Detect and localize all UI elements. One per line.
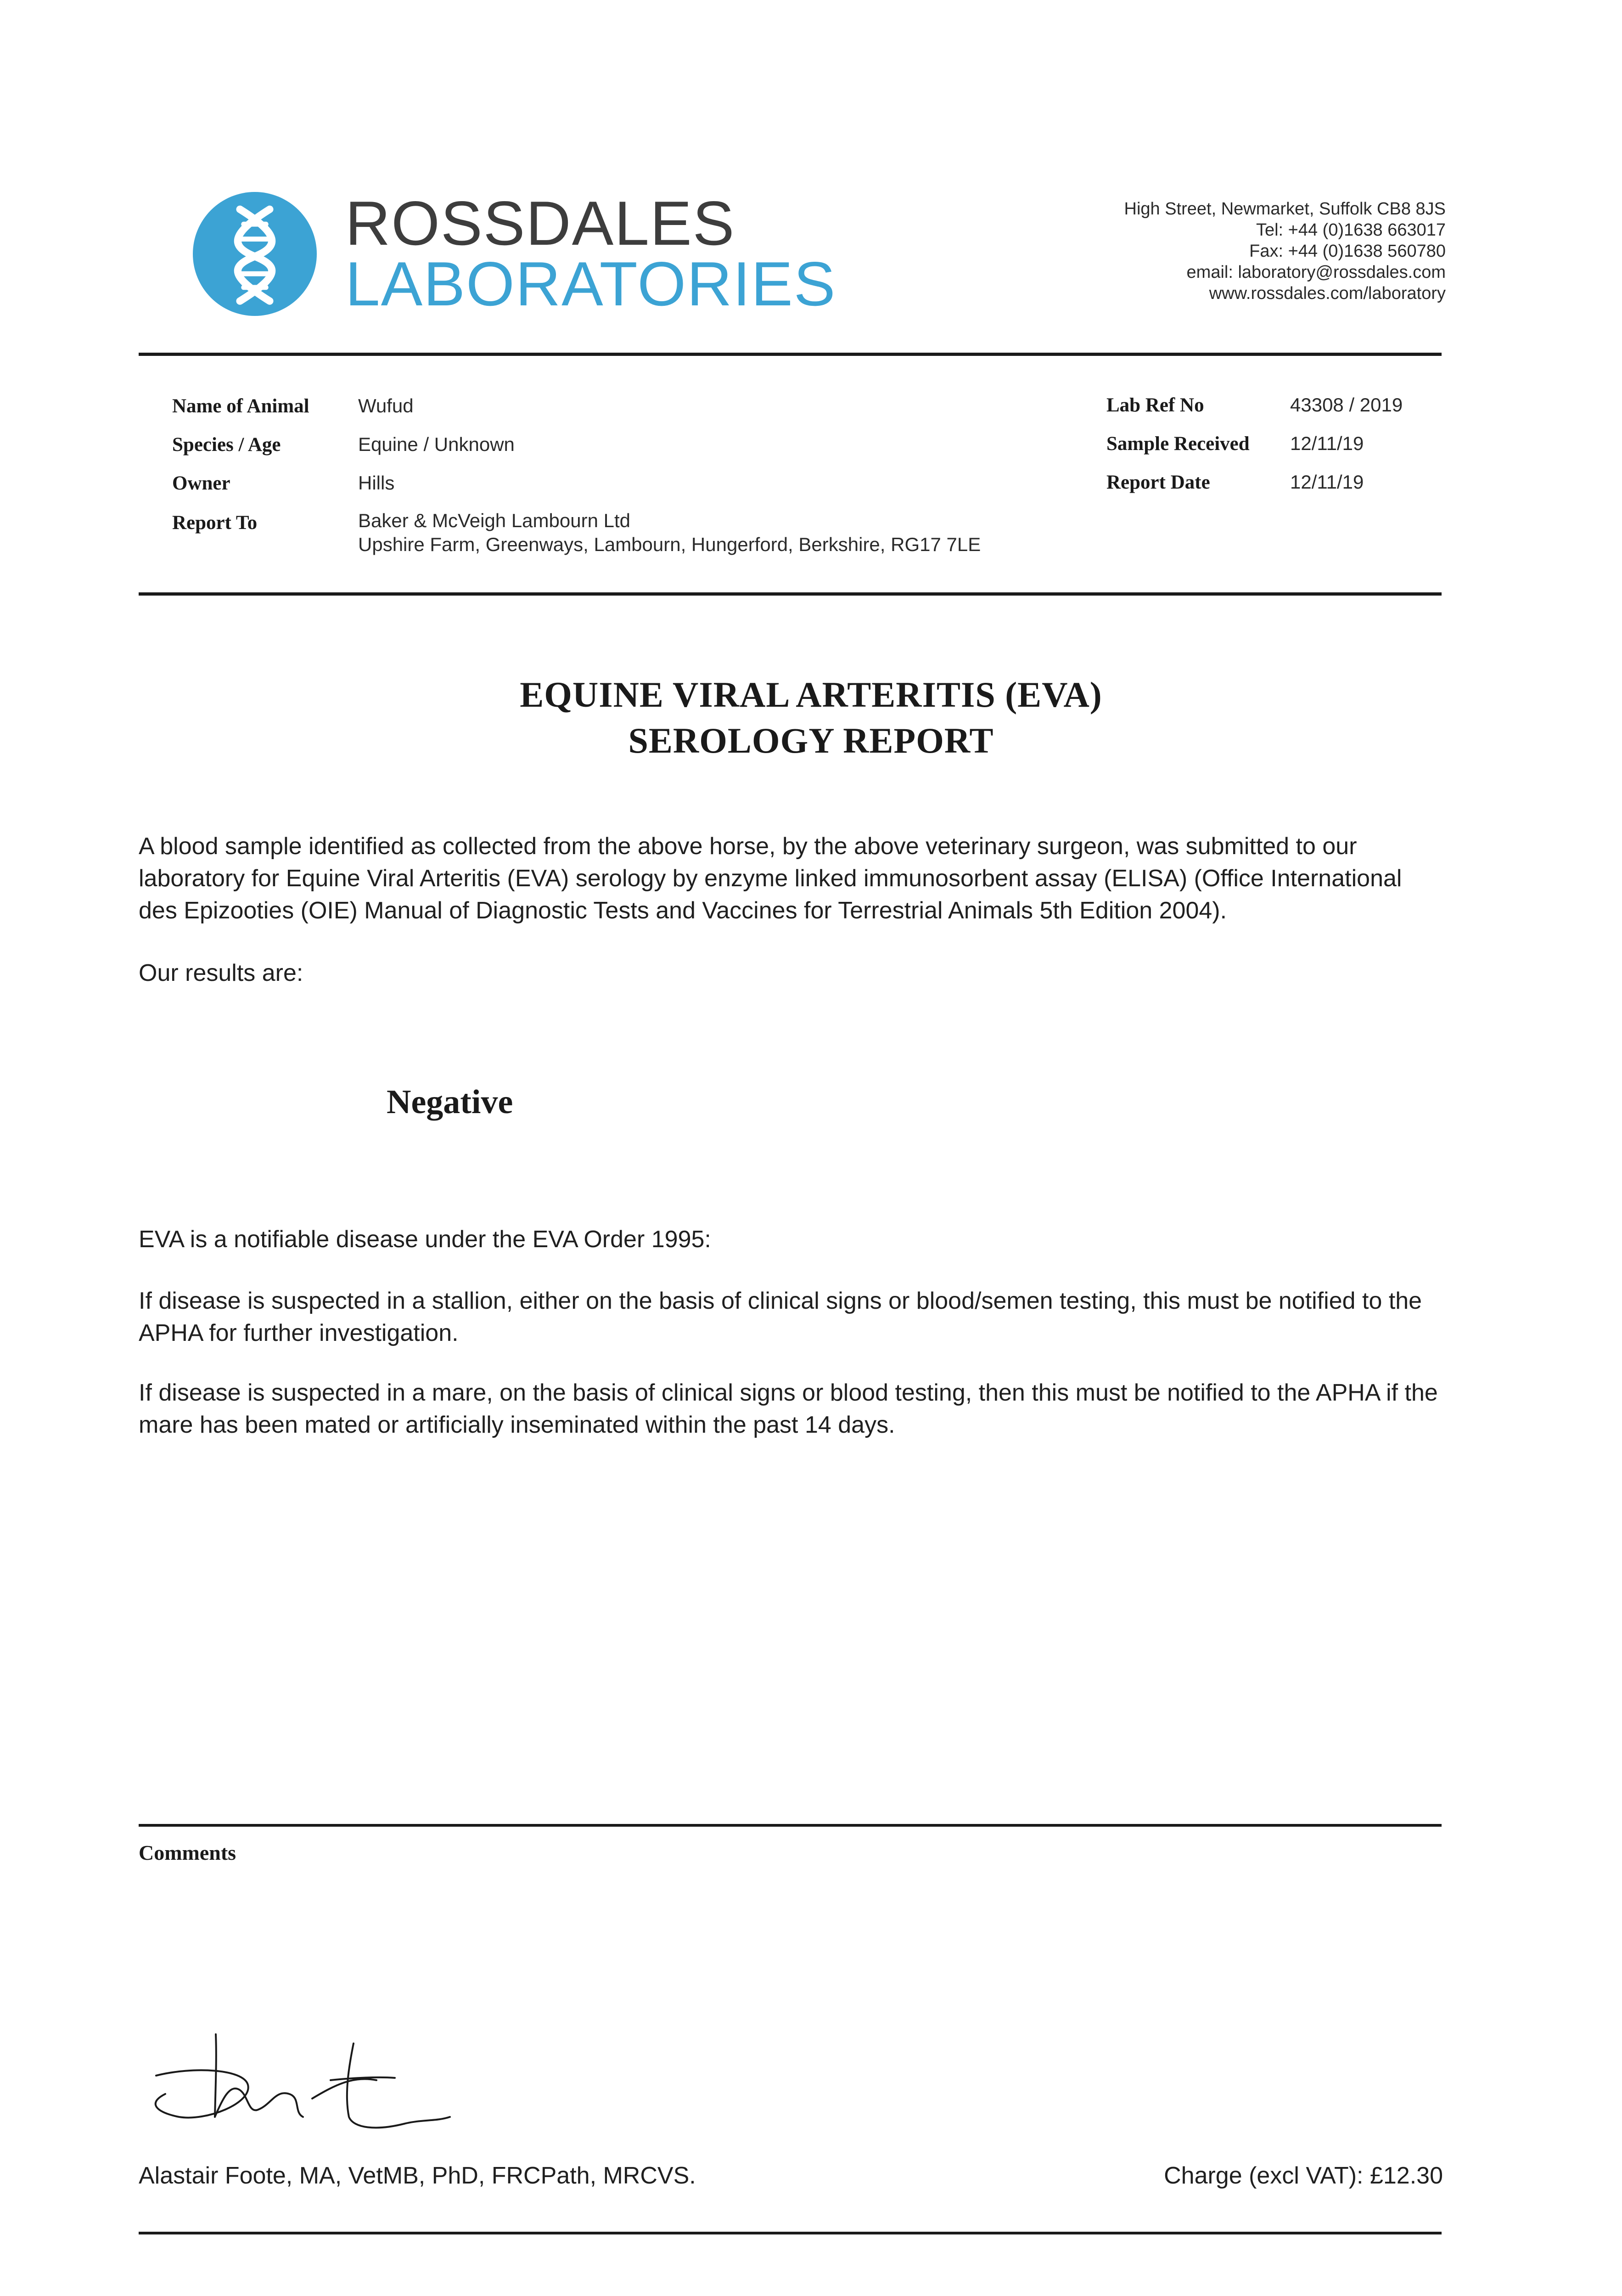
header-divider xyxy=(139,353,1442,356)
comments-divider xyxy=(139,1824,1442,1827)
brand-name-line-1: ROSSDALES xyxy=(345,188,735,258)
sample-received-value: 12/11/19 xyxy=(1290,433,1364,454)
contact-email[interactable]: email: laboratory@rossdales.com xyxy=(1186,263,1446,282)
dna-helix-icon xyxy=(193,192,317,316)
lab-ref-value: 43308 / 2019 xyxy=(1290,394,1403,416)
name-of-animal-label: Name of Animal xyxy=(172,395,309,417)
mare-note: If disease is suspected in a mare, on the basis of clinical signs or blood testing, then this must be notified to the APHA if the mare has been mated or artificially inseminated within the past 14 days. xyxy=(139,1379,1438,1438)
notifiable-statement: EVA is a notifiable disease under the EVA Order 1995: xyxy=(139,1226,711,1253)
results-intro: Our results are: xyxy=(139,960,303,986)
report-title-line-1: EQUINE VIRAL ARTERITIS (EVA) xyxy=(520,675,1102,715)
name-of-animal-value: Wufud xyxy=(358,395,414,416)
report-title-line-2: SEROLOGY REPORT xyxy=(628,720,994,760)
report-date-value: 12/11/19 xyxy=(1290,471,1364,493)
species-age-label: Species / Age xyxy=(172,434,281,456)
comments-label: Comments xyxy=(139,1841,236,1864)
owner-label: Owner xyxy=(172,473,230,494)
owner-value: Hills xyxy=(358,472,395,494)
intro-paragraph: A blood sample identified as collected from the above horse, by the above veterinary surgeon, was submitted to our laboratory for Equine Viral Arteritis (EVA) serology by enzyme linked immunosorbent assay (ELISA) (Office International des Epizooties (OIE) Manual of Diagnostic Tests and Vaccines for Terrestrial Animals 5th Edition 2004). xyxy=(139,833,1402,924)
contact-tel: Tel: +44 (0)1638 663017 xyxy=(1256,220,1446,240)
result-value: Negative xyxy=(387,1083,513,1121)
stallion-note: If disease is suspected in a stallion, either on the basis of clinical signs or blood/semen testing, this must be notified to the APHA for further investigation. xyxy=(139,1288,1422,1346)
footer-divider xyxy=(139,2232,1442,2234)
contact-block xyxy=(1124,198,1446,304)
contact-fax: Fax: +44 (0)1638 560780 xyxy=(1249,242,1446,261)
lab-ref-label: Lab Ref No xyxy=(1106,394,1204,416)
brand-name-line-2: LABORATORIES xyxy=(345,249,836,319)
contact-website[interactable]: www.rossdales.com/laboratory xyxy=(1209,284,1446,303)
report-to-label: Report To xyxy=(172,512,258,534)
sample-received-label: Sample Received xyxy=(1106,433,1250,455)
contact-address: High Street, Newmarket, Suffolk CB8 8JS xyxy=(1124,199,1446,219)
signatory-name: Alastair Foote, MA, VetMB, PhD, FRCPath, MRCVS. xyxy=(139,2162,696,2189)
report-to-line-2: Upshire Farm, Greenways, Lambourn, Hungerford, Berkshire, RG17 7LE xyxy=(358,534,981,555)
species-age-value: Equine / Unknown xyxy=(358,433,515,455)
charge-amount: Charge (excl VAT): £12.30 xyxy=(1164,2162,1443,2189)
signature xyxy=(138,2025,487,2140)
report-to-line-1: Baker & McVeigh Lambourn Ltd xyxy=(358,510,631,531)
report-date-label: Report Date xyxy=(1106,472,1210,493)
info-divider xyxy=(139,592,1442,596)
